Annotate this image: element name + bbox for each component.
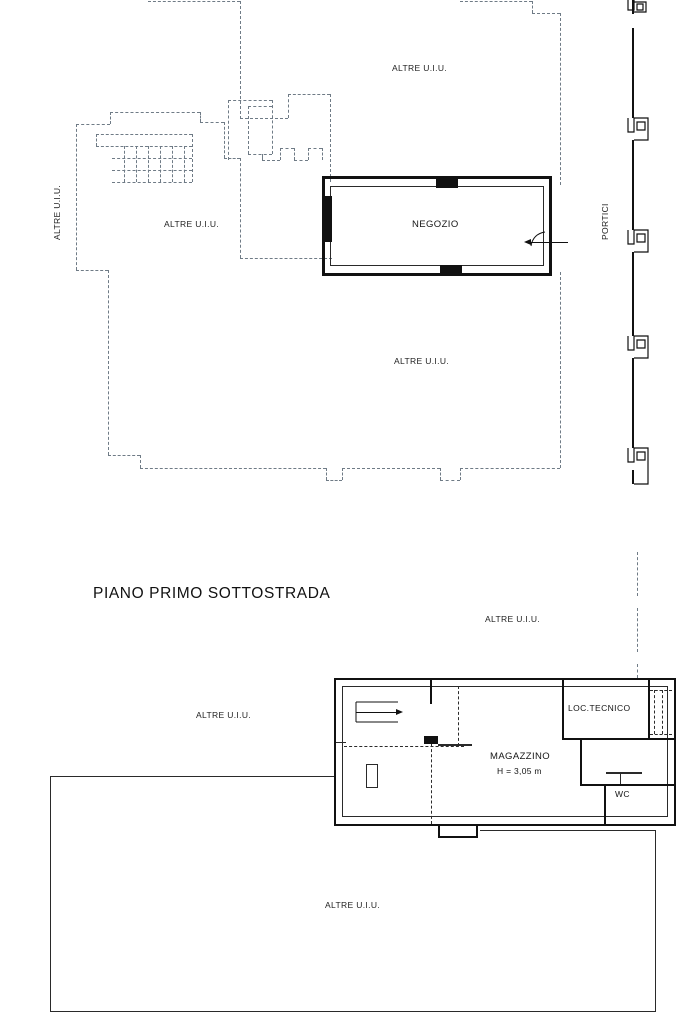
dashed-boundary-segment (342, 468, 343, 480)
room-label-loc-tecnico: LOC.TECNICO (568, 703, 631, 713)
label-altre-uiu-lower-bottom: ALTRE U.I.U. (325, 900, 381, 910)
partition-wc-top (580, 784, 676, 786)
shop-pier-left (322, 196, 332, 242)
fixture-line (620, 774, 621, 784)
dashed-room-outline (248, 106, 272, 107)
dashed-room-outline (294, 148, 295, 160)
basement-inner-line-left (342, 686, 343, 816)
shop-inner-line-right (543, 186, 544, 266)
room-label-negozio: NEGOZIO (412, 219, 459, 230)
dashed-stair-outline (96, 134, 97, 146)
partition-right-inner (648, 680, 650, 738)
basement-inner-line-right (667, 686, 668, 816)
dashed-room-outline (248, 106, 249, 154)
label-portici: PORTICI (600, 203, 610, 240)
portici-edge-line (632, 358, 634, 448)
basement-notch-right (476, 824, 478, 838)
dashed-stair-outline (160, 146, 161, 182)
dashed-boundary-segment (76, 124, 77, 270)
basement-inner-line-top (342, 686, 668, 687)
portici-edge-line (632, 252, 634, 336)
fixture-line (606, 772, 642, 774)
dashed-stair-outline (148, 146, 149, 182)
dashed-boundary-segment (460, 468, 461, 480)
entrance-arrow-line (528, 242, 568, 243)
feature-rect (366, 764, 367, 788)
dashed-boundary-segment (108, 270, 109, 455)
dashed-internal-line (654, 690, 655, 734)
dashed-stair-outline (96, 146, 192, 147)
dashed-boundary-segment (140, 468, 326, 469)
lower-area-outline-bottom (50, 1011, 656, 1012)
dashed-boundary-segment (326, 480, 342, 481)
dashed-room-outline (280, 148, 281, 160)
dashed-boundary-segment (240, 1, 241, 119)
dashed-boundary-segment (637, 608, 638, 652)
dashed-boundary-segment (110, 112, 200, 113)
dashed-boundary-segment (76, 270, 108, 271)
feature-rect (366, 787, 378, 788)
room-label-magazzino: MAGAZZINO (490, 751, 551, 762)
dashed-boundary-segment (288, 94, 330, 95)
dashed-boundary-segment (342, 468, 440, 469)
room-label-wc: WC (615, 789, 630, 799)
label-altre-uiu-top: ALTRE U.I.U. (392, 63, 448, 73)
dashed-internal-line (650, 690, 672, 691)
shop-inner-line-bottom (330, 265, 544, 266)
opening-frame (430, 680, 432, 704)
dashed-room-outline (294, 160, 308, 161)
dashed-boundary-segment (224, 158, 240, 159)
dashed-internal-line (431, 744, 432, 824)
dashed-boundary-segment (326, 468, 327, 480)
dashed-internal-line (650, 734, 672, 735)
dashed-boundary-segment (76, 124, 110, 125)
window-opening (440, 265, 462, 274)
dashed-boundary-segment (560, 13, 561, 185)
opening-block (424, 736, 438, 744)
basement-wall-right (674, 678, 676, 826)
label-altre-uiu-lower-top-right: ALTRE U.I.U. (485, 614, 541, 624)
dashed-boundary-segment (240, 158, 241, 258)
dashed-boundary-segment (637, 552, 638, 596)
internal-sill-line (438, 744, 472, 746)
basement-inner-line-bottom (342, 816, 668, 817)
portici-edge-line (632, 28, 634, 118)
partition-wc-left (580, 740, 582, 786)
basement-step-line (336, 742, 346, 743)
dashed-room-outline (322, 148, 323, 160)
dashed-boundary-segment (108, 455, 140, 456)
portici-edge-line (632, 470, 634, 484)
dashed-boundary-segment (330, 94, 331, 182)
dashed-stair-outline (192, 134, 193, 182)
dashed-boundary-segment (460, 468, 560, 469)
dashed-stair-outline (136, 146, 137, 182)
dashed-boundary-segment (148, 1, 240, 2)
lower-area-outline-step (480, 830, 656, 831)
dashed-internal-line (344, 746, 464, 747)
entrance-arrow-head (524, 239, 531, 245)
shop-wall-bottom (322, 273, 552, 276)
dashed-boundary-segment (110, 112, 111, 124)
dashed-boundary-segment (440, 480, 460, 481)
feature-rect (377, 764, 378, 788)
lower-area-outline-right (655, 830, 656, 1012)
label-altre-uiu-left: ALTRE U.I.U. (52, 184, 62, 240)
dashed-room-outline (262, 154, 263, 160)
dashed-room-outline (308, 148, 309, 160)
dashed-stair-outline (184, 146, 185, 182)
partition-wc-right (604, 786, 606, 826)
dashed-boundary-segment (288, 94, 289, 118)
lower-area-outline-top (50, 776, 336, 777)
dashed-boundary-segment (240, 258, 332, 259)
label-altre-uiu-lower-left: ALTRE U.I.U. (196, 710, 252, 720)
basement-wall-top (334, 678, 676, 680)
dashed-room-outline (228, 100, 272, 101)
portici-edge-line (632, 0, 634, 14)
dashed-stair-outline (112, 182, 192, 183)
dashed-room-outline (228, 100, 229, 160)
label-altre-uiu-bottom: ALTRE U.I.U. (394, 356, 450, 366)
dashed-room-outline (308, 148, 322, 149)
dashed-boundary-segment (224, 122, 225, 158)
dashed-boundary-segment (460, 1, 532, 2)
dashed-boundary-segment (200, 122, 224, 123)
dashed-boundary-segment (532, 13, 560, 14)
access-arrow-head (396, 709, 403, 715)
plan-title-piano-primo-sottostrada: PIANO PRIMO SOTTOSTRADA (93, 585, 331, 602)
dashed-internal-line (458, 686, 459, 746)
shop-wall-right (549, 176, 552, 276)
dashed-boundary-segment (637, 664, 638, 678)
dashed-boundary-segment (200, 112, 201, 122)
dashed-room-outline (272, 100, 273, 154)
dashed-internal-line (662, 690, 663, 734)
dashed-room-outline (262, 160, 280, 161)
dashed-room-outline (280, 148, 294, 149)
basement-notch-bottom (438, 836, 478, 838)
dashed-boundary-segment (140, 455, 141, 468)
label-altre-uiu-middle-left: ALTRE U.I.U. (164, 219, 220, 229)
partition-loc-tecnico-left (562, 680, 564, 740)
portici-edge-line (632, 140, 634, 230)
dashed-boundary-segment (560, 272, 561, 468)
access-arrow-line (356, 712, 398, 713)
dashed-stair-outline (96, 134, 192, 135)
dashed-boundary-segment (532, 1, 533, 13)
dashed-room-outline (248, 154, 272, 155)
dashed-boundary-segment (440, 468, 441, 480)
lower-area-outline-left (50, 776, 51, 1012)
window-opening (436, 179, 458, 188)
dashed-stair-outline (172, 146, 173, 182)
basement-wall-left-wing (334, 742, 336, 826)
basement-wall-bottom (334, 824, 676, 826)
dashed-stair-outline (124, 146, 125, 182)
room-height-magazzino: H = 3,05 m (497, 766, 542, 776)
